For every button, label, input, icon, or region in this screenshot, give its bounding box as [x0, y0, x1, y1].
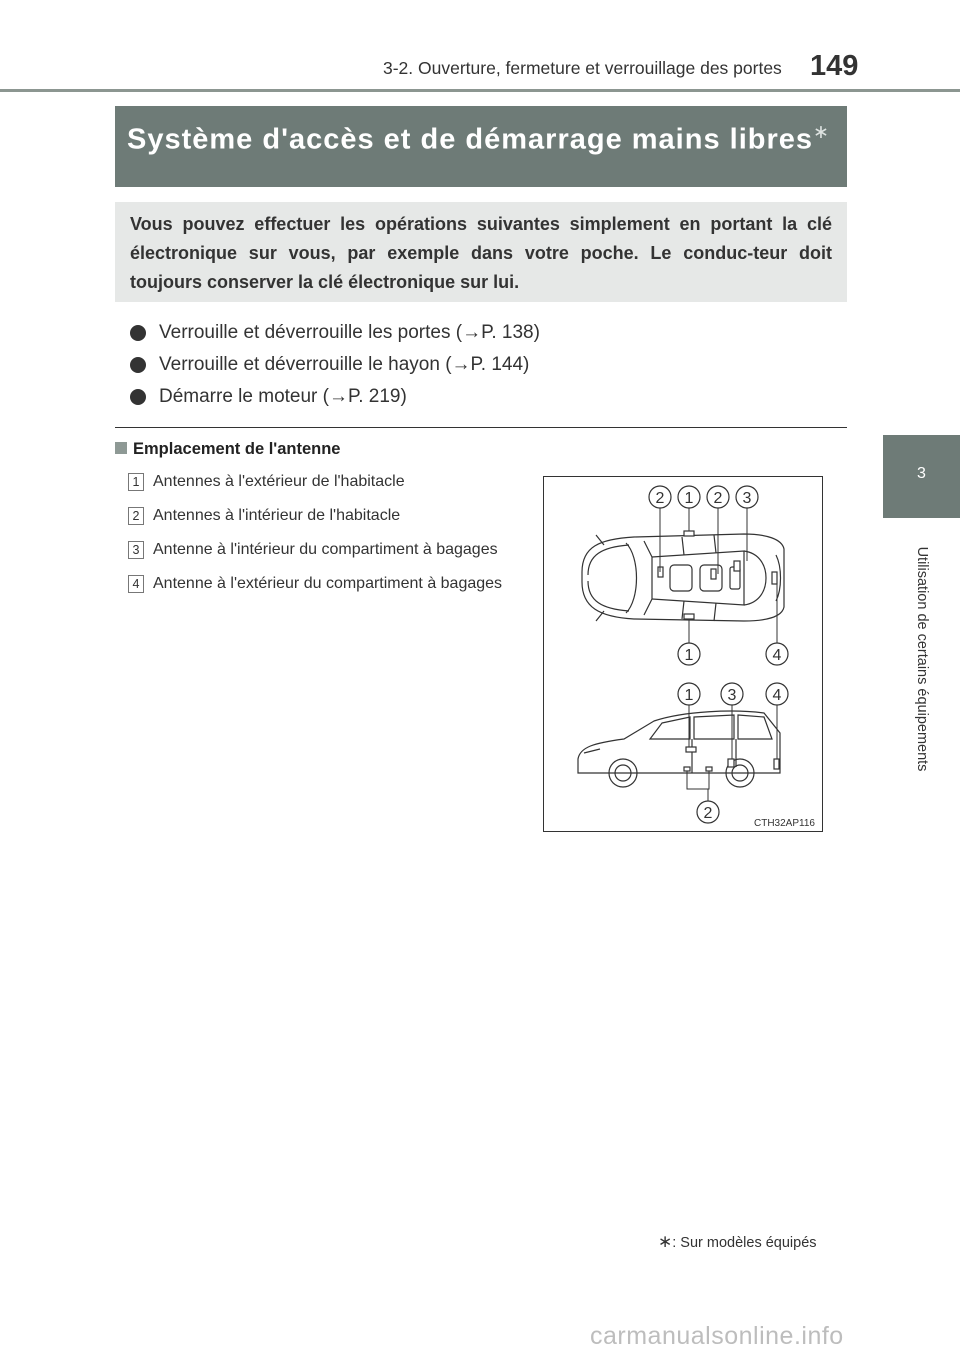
chapter-tab: [883, 435, 960, 518]
section-title-text: Système d'accès et de démarrage mains libres: [127, 123, 814, 156]
callout-label: 3: [742, 490, 752, 507]
chapter-label: Utilisation de certains équipements: [913, 546, 930, 772]
car-diagram-svg: [544, 477, 822, 831]
callout-label: 1: [684, 687, 694, 704]
header-section-title: 3-2. Ouverture, fermeture et verrouillage des portes: [383, 58, 782, 78]
list-item: [128, 470, 518, 494]
bullet-icon: [130, 357, 146, 373]
antenna-location-diagram: [543, 476, 823, 832]
square-icon: [115, 442, 127, 454]
callout-label: 1: [684, 647, 694, 664]
asterisk-icon: ∗: [813, 122, 830, 143]
subsection-heading: [115, 440, 340, 459]
item-text: Antenne à l'intérieur du compartiment à bagages: [153, 541, 498, 558]
bullet-text-2[interactable]: Verrouille et déverrouille le hayon (→P. 144): [159, 354, 530, 375]
list-item: [128, 538, 518, 562]
top-view-leader-lines: [660, 507, 777, 643]
diagram-code: CTH32AP116: [754, 818, 815, 829]
antenna-list: [128, 470, 518, 606]
item-text: Antenne à l'extérieur du compartiment à bagages: [153, 575, 503, 592]
bullet-text-1[interactable]: Verrouille et déverrouille les portes (→P. 138): [159, 322, 540, 343]
footnote: [658, 1232, 817, 1252]
number-badge: 4: [128, 575, 144, 593]
section-divider: [115, 427, 847, 428]
chapter-side-label: [883, 518, 960, 800]
list-item: [130, 381, 830, 413]
side-view-leader-lines: [687, 705, 777, 801]
number-badge: 1: [128, 473, 144, 491]
list-item: [130, 317, 830, 349]
chapter-number: 3: [917, 465, 926, 482]
callout-label: 2: [655, 490, 665, 507]
callout-label: 4: [772, 647, 782, 664]
side-view-car: [578, 711, 780, 787]
feature-list: [130, 317, 830, 413]
section-title: [127, 114, 830, 159]
item-text: Antennes à l'extérieur de l'habitacle: [153, 473, 405, 490]
bullet-text-3[interactable]: Démarre le moteur (→P. 219): [159, 386, 407, 407]
list-item: [128, 572, 518, 596]
watermark: carmanualsonline.info: [590, 1322, 844, 1350]
bullet-icon: [130, 389, 146, 405]
asterisk-icon: ∗: [658, 1232, 673, 1251]
footnote-text: : Sur modèles équipés: [672, 1235, 817, 1251]
number-badge: 2: [128, 507, 144, 525]
callout-label: 2: [703, 805, 713, 822]
header-divider: [0, 89, 960, 92]
item-text: Antennes à l'intérieur de l'habitacle: [153, 507, 401, 524]
callout-label: 4: [772, 687, 782, 704]
callout-label: 2: [713, 490, 723, 507]
intro-text: Vous pouvez effectuer les opérations suivantes simplement en portant la clé électronique sur vous, par exemple dans votre poche. Le conduc-teur doit toujours conserver la clé électronique sur lui.: [130, 214, 832, 292]
list-item: [128, 504, 518, 528]
callout-label: 3: [727, 687, 737, 704]
number-badge: 3: [128, 541, 144, 559]
page-number: 149: [810, 50, 859, 82]
section-title-box: [115, 106, 847, 187]
callout-label: 1: [684, 490, 694, 507]
subsection-heading-text: Emplacement de l'antenne: [133, 440, 341, 458]
intro-box: [115, 202, 847, 302]
list-item: [130, 349, 830, 381]
callout-labels: [656, 490, 782, 822]
top-view-car: [582, 534, 784, 621]
bullet-icon: [130, 325, 146, 341]
